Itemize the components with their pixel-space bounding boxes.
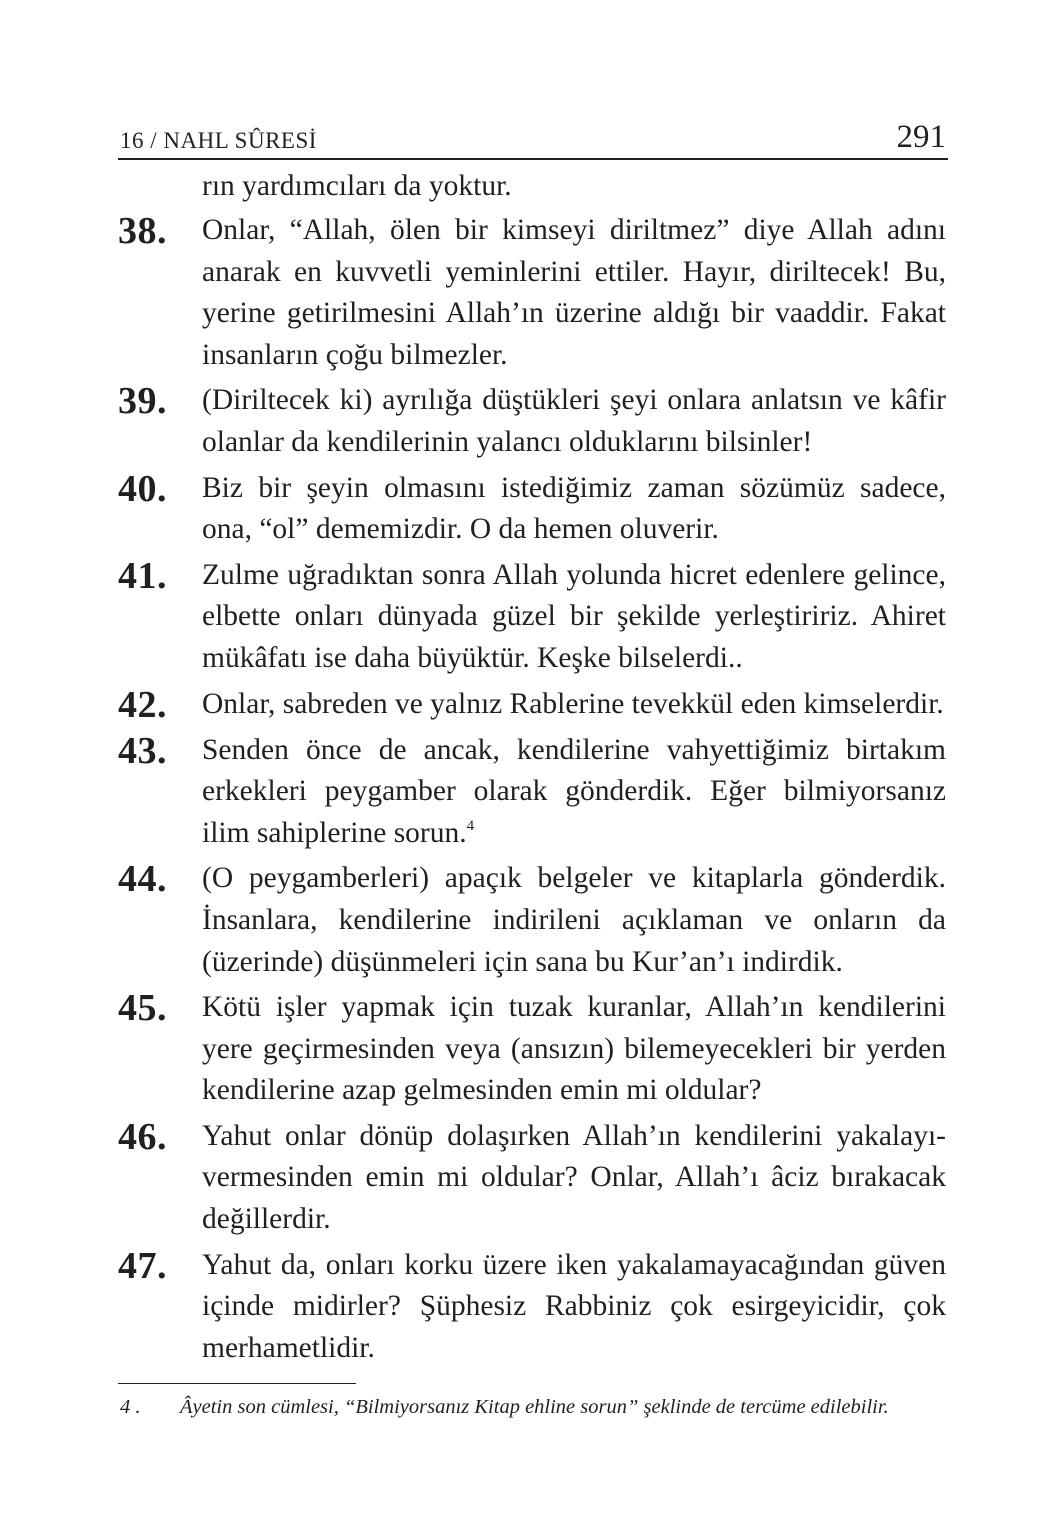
verse-text: Zulme uğradıktan sonra Allah yolunda hicret edenlere gelince, elbette onları dünyada güzel bir şekilde yerleştiririz. Ahiret mükâfatı ise daha büyüktür. Keşke bilselerdi.. bbox=[202, 558, 946, 674]
footnote-text: Âyetin son cümlesi, “Bilmiyorsanız Kitap ehline sorun” şeklinde de tercüme edilebilir. bbox=[180, 1396, 889, 1418]
verse-number: 40. bbox=[118, 467, 167, 510]
verse bbox=[118, 1116, 946, 1241]
verse bbox=[118, 1245, 946, 1370]
verse-number: 47. bbox=[118, 1244, 167, 1287]
verse-number: 41. bbox=[118, 554, 167, 597]
verse bbox=[118, 684, 946, 726]
verse-number: 39. bbox=[118, 380, 167, 423]
page-header bbox=[118, 112, 948, 160]
running-title: 16 / NAHL SÛRESİ bbox=[120, 128, 317, 153]
verse-text: Onlar, “Allah, ölen bir kimseyi diriltmez” diye Allah adını anarak en kuvvetli yeminlerini ettiler. Hayır, diriltecek! Bu, yerine getirilmesini Allah’ın üzerine aldığı bir vaaddir. Fakat insanların çoğu bilmezler. bbox=[202, 214, 946, 371]
verse bbox=[118, 555, 946, 680]
verse-number: 46. bbox=[118, 1115, 167, 1158]
verse bbox=[118, 987, 946, 1112]
verse bbox=[118, 380, 946, 463]
verse-number: 44. bbox=[118, 858, 167, 901]
verse-text: Onlar, sabreden ve yalnız Rablerine tevekkül eden kimselerdir. bbox=[202, 687, 944, 720]
page-content bbox=[118, 165, 946, 1373]
verse-number: 43. bbox=[118, 729, 167, 772]
verse-text: Biz bir şeyin olmasını istediğimiz zaman sözümüz sadece, ona, “ol” dememizdir. O da hemen oluverir. bbox=[202, 471, 946, 546]
verse-text bbox=[202, 730, 946, 855]
verse-number: 38. bbox=[118, 210, 167, 252]
verse-text-content: Senden önce de ancak, kendilerine vahyettiğimiz birtakım erkekleri peygamber olarak gönderdik. Eğer bilmiyorsanız ilim sahiplerine sorun. bbox=[202, 733, 946, 849]
verse-text: Yahut da, onları korku üzere iken yakalamayacağından güven içinde midirler? Şüphesiz Rabbiniz çok esirgeyicidir, çok merhametlidir. bbox=[202, 1248, 946, 1364]
footnote bbox=[118, 1396, 948, 1419]
verse-number: 42. bbox=[118, 683, 167, 726]
verse bbox=[118, 858, 946, 983]
footnote-reference[interactable]: 4 bbox=[466, 817, 475, 834]
verse bbox=[118, 730, 946, 855]
verse-number: 45. bbox=[118, 987, 167, 1030]
verse bbox=[118, 210, 946, 376]
verse-text: (O peygamberleri) apaçık belgeler ve kitaplarla gönderdik. İnsanlara, kendilerine indirileni açıklaman ve onların da (üzerinde) düşünmeleri için sana bu Kur’an’ı indirdik. bbox=[202, 862, 946, 978]
verse-text: Yahut onlar dönüp dolaşırken Allah’ın kendilerini yakalayıvermesinden emin mi oldular? Onlar, Allah’ı âciz bırakacak değillerdir. bbox=[202, 1119, 946, 1236]
verse bbox=[118, 468, 946, 551]
verse-text: Kötü işler yapmak için tuzak kuranlar, Allah’ın kendilerini yere geçirmesinden veya (ansızın) bilemeyecekleri bir yerden kendilerine azap gelmesinden emin mi oldular? bbox=[202, 991, 946, 1107]
continuation-text: rın yardımcıları da yoktur. bbox=[202, 170, 512, 202]
page-number: 291 bbox=[896, 119, 946, 155]
footnote-divider bbox=[118, 1383, 356, 1384]
footnote-marker: 4 . bbox=[120, 1396, 141, 1418]
verse-text: (Diriltecek ki) ayrılığa düştükleri şeyi onlara anlatsın ve kâfir olanlar da kendilerinin yalancı olduklarını bilsinler! bbox=[202, 384, 946, 458]
